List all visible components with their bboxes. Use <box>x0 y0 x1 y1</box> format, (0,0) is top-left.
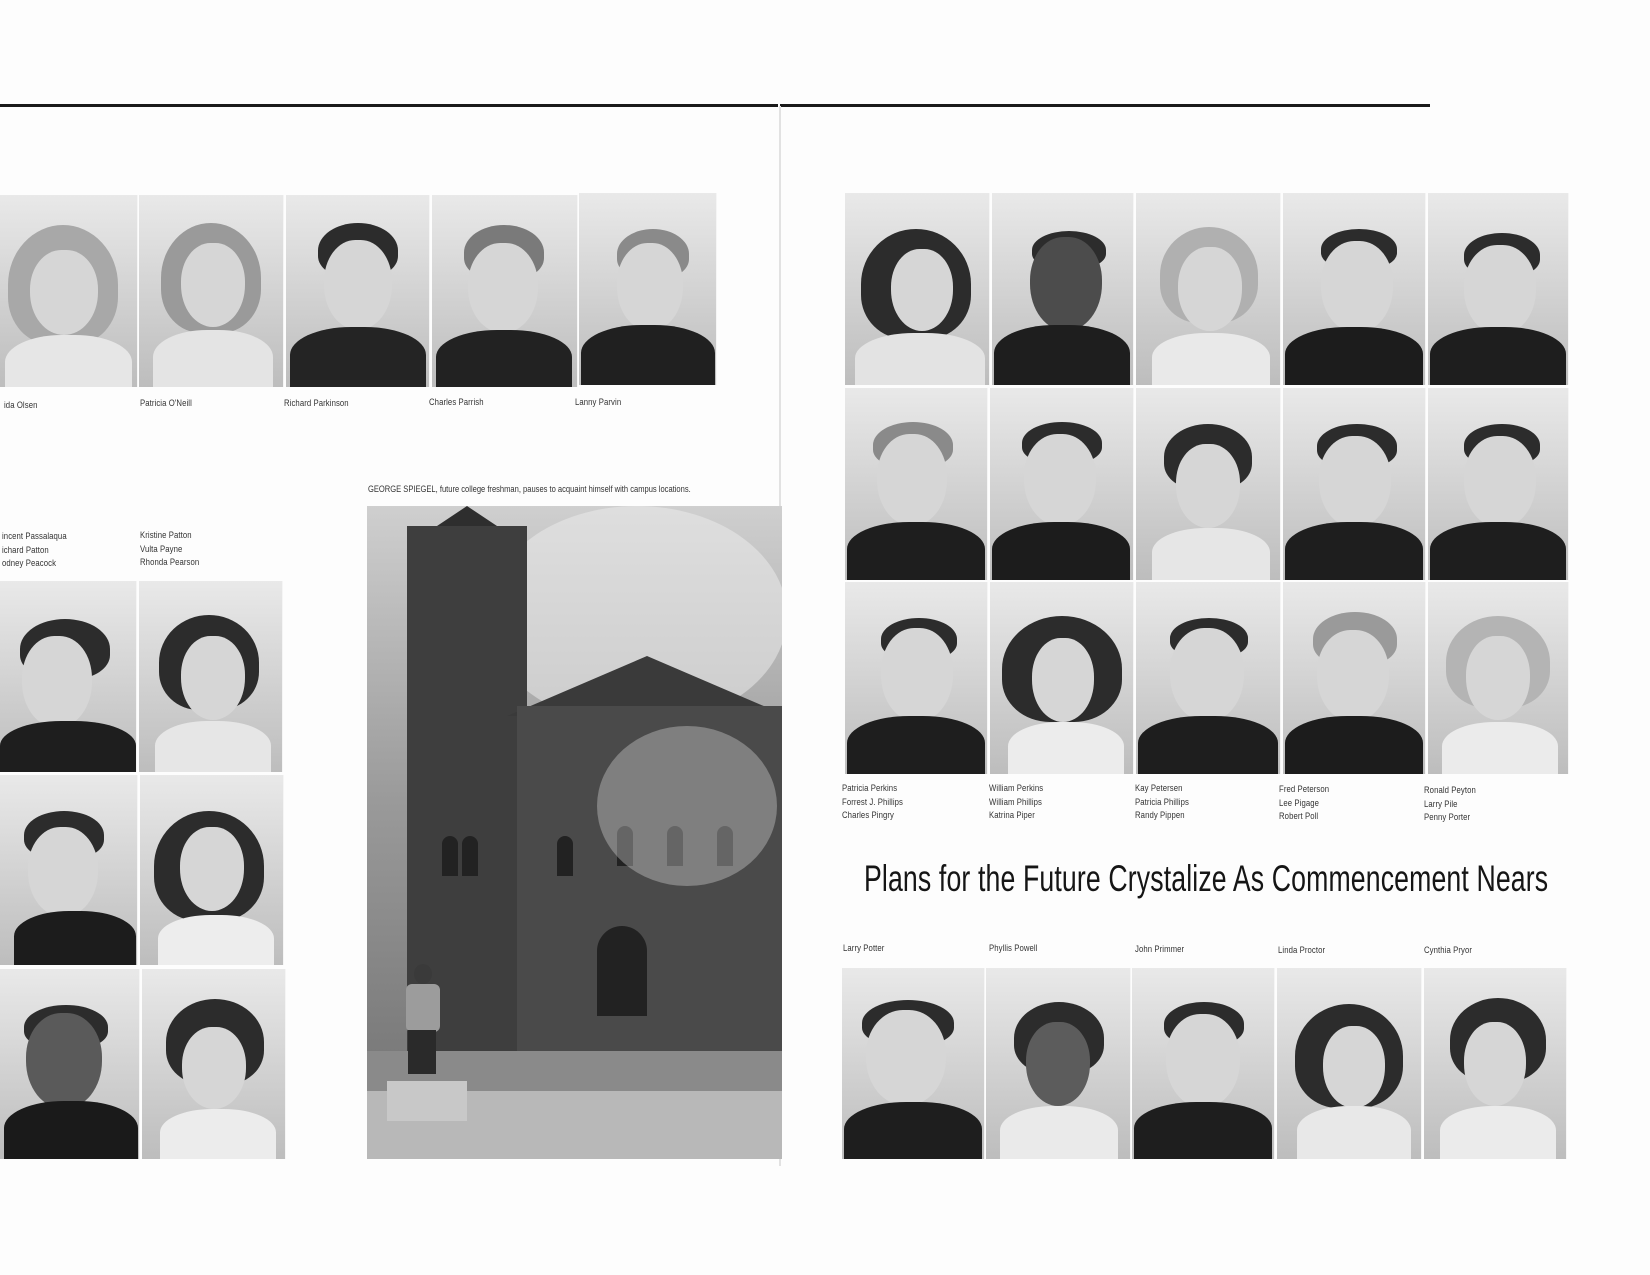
list-name: Randy Pippen <box>1135 810 1185 820</box>
portrait-photo <box>1136 388 1281 580</box>
list-name: Rhonda Pearson <box>140 557 200 567</box>
list-name: Vulta Payne <box>140 543 183 554</box>
list-name: Kristine Patton <box>140 530 192 540</box>
portrait-photo <box>1136 582 1281 774</box>
list-name: Larry Pile <box>1424 798 1458 809</box>
portrait-photo <box>1424 968 1567 1159</box>
portrait-photo <box>1428 388 1569 580</box>
list-name: Forrest J. Phillips <box>842 796 903 807</box>
portrait-photo <box>986 968 1131 1159</box>
portrait-photo <box>432 195 578 387</box>
portrait-photo <box>1283 193 1426 385</box>
name-group <box>1279 783 1329 824</box>
photo-caption: GEORGE SPIEGEL, future college freshman, pauses to acquaint himself with campus locations. <box>368 484 691 494</box>
portrait-photo <box>845 193 990 385</box>
portrait-name: John Primmer <box>1135 944 1185 954</box>
portrait-photo <box>845 388 988 580</box>
portrait-name: Richard Parkinson <box>284 398 349 408</box>
portrait-photo <box>286 195 430 387</box>
portrait-name: Larry Potter <box>843 943 885 953</box>
portrait-photo <box>579 193 717 385</box>
portrait-photo <box>0 195 138 387</box>
portrait-name: Linda Proctor <box>1278 945 1326 955</box>
portrait-photo <box>1428 582 1569 774</box>
portrait-photo <box>1283 388 1426 580</box>
seated-student <box>402 964 442 1074</box>
portrait-photo <box>845 582 988 774</box>
list-name: Charles Pingry <box>842 810 894 820</box>
portrait-photo <box>990 582 1134 774</box>
name-group <box>1135 782 1189 823</box>
portrait-photo <box>0 775 138 965</box>
list-name: ichard Patton <box>2 544 49 555</box>
list-name: odney Peacock <box>2 558 57 568</box>
portrait-photo <box>140 775 284 965</box>
portrait-photo <box>1277 968 1422 1159</box>
portrait-name: Lanny Parvin <box>575 397 622 407</box>
name-list-col1 <box>2 530 67 571</box>
list-name: Patricia Perkins <box>842 783 898 793</box>
portrait-photo <box>142 969 286 1159</box>
name-group <box>1424 784 1476 825</box>
list-name: William Perkins <box>989 783 1044 793</box>
portrait-photo <box>1136 193 1281 385</box>
portrait-photo <box>139 195 284 387</box>
portrait-photo <box>139 581 283 772</box>
portrait-name: Phyllis Powell <box>989 943 1038 953</box>
list-name: incent Passalaqua <box>2 531 67 541</box>
portrait-name: Cynthia Pryor <box>1424 945 1473 955</box>
portrait-name: Charles Parrish <box>429 397 484 407</box>
portrait-photo <box>0 969 140 1159</box>
list-name: Penny Porter <box>1424 812 1471 822</box>
list-name: Robert Poll <box>1279 811 1319 821</box>
name-list-col2 <box>140 529 199 570</box>
portrait-photo <box>1283 582 1426 774</box>
list-name: William Phillips <box>989 796 1042 807</box>
page-headline: Plans for the Future Crystalize As Commencement Nears <box>864 858 1549 899</box>
name-group <box>989 782 1043 823</box>
portrait-photo <box>1428 193 1569 385</box>
portrait-photo <box>992 193 1134 385</box>
list-name: Katrina Piper <box>989 810 1035 820</box>
portrait-photo <box>990 388 1134 580</box>
portrait-photo <box>0 581 137 772</box>
top-rule-right <box>780 104 1430 107</box>
portrait-photo <box>842 968 985 1159</box>
list-name: Patricia Phillips <box>1135 796 1189 807</box>
list-name: Lee Pigage <box>1279 797 1320 808</box>
portrait-name: ida Olsen <box>4 400 38 410</box>
list-name: Ronald Peyton <box>1424 785 1476 795</box>
list-name: Fred Peterson <box>1279 784 1330 794</box>
portrait-photo <box>1132 968 1275 1159</box>
portrait-name: Patricia O'Neill <box>140 398 192 408</box>
list-name: Kay Petersen <box>1135 783 1183 793</box>
name-group <box>842 782 903 823</box>
top-rule-left <box>0 104 778 107</box>
campus-building-photo <box>367 506 782 1159</box>
